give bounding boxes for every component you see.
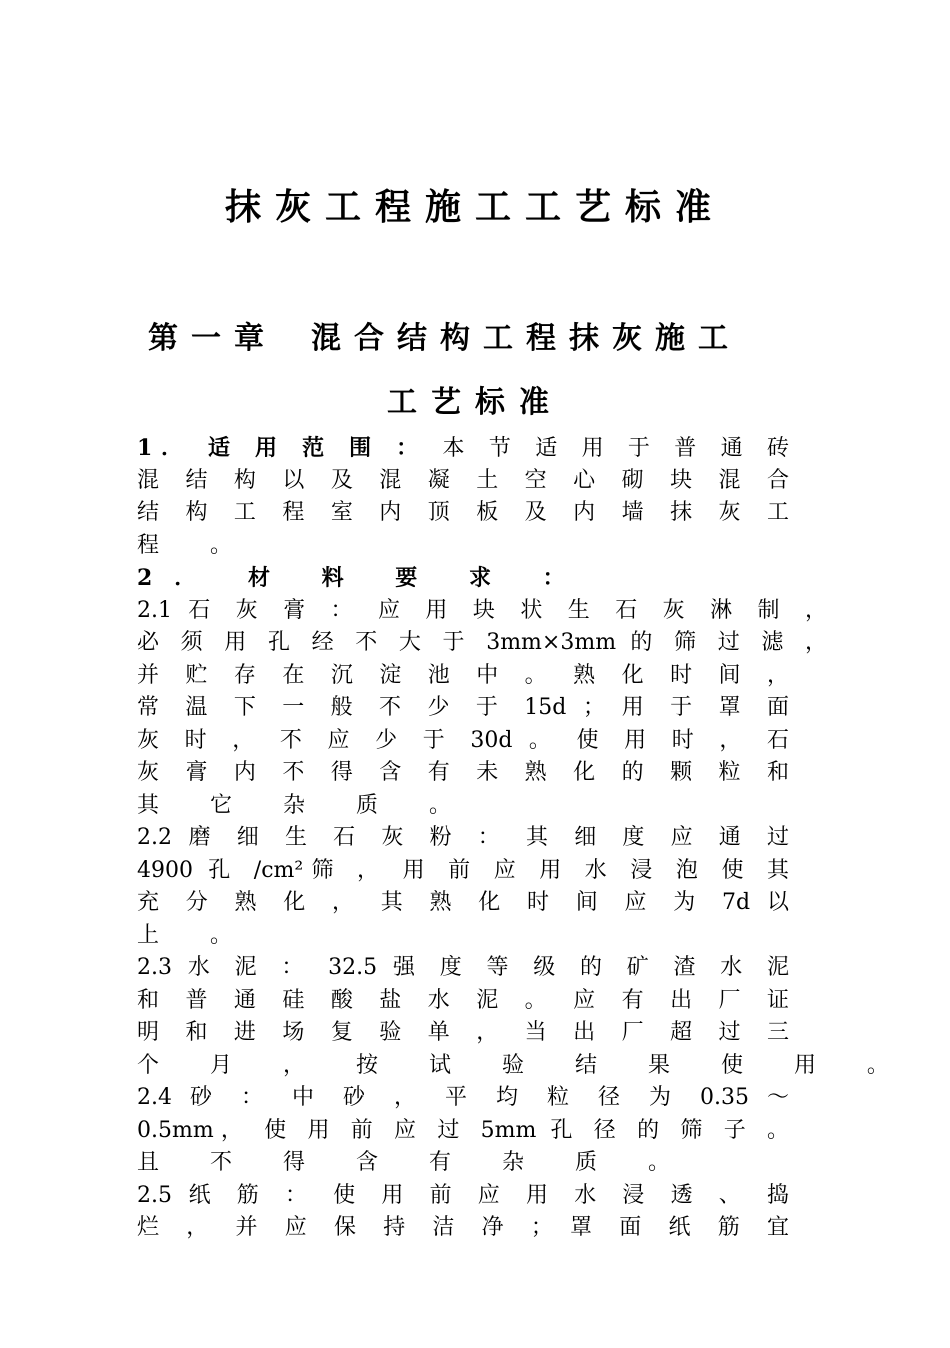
chapter-label: 第一章 <box>148 321 277 356</box>
text-line: 个 月 ， 按 试 验 结 果 使 用 。 <box>137 1052 911 1078</box>
text-line: 混 结 构 以 及 混 凝 土 空 心 砌 块 混 合 <box>137 467 789 493</box>
text-line: 0.5mm， 使 用 前 应 过 5mm 孔 径 的 筛 子 。 <box>137 1117 789 1143</box>
document-title: 抹灰工程施工工艺标准 <box>224 186 725 228</box>
text-line: 灰 膏 内 不 得 含 有 未 熟 化 的 颗 粒 和 <box>137 760 789 785</box>
text-line: 明 和 进 场 复 验 单 ， 当 出 厂 超 过 三 <box>137 1020 789 1045</box>
text-line: 灰 时 ， 不 应 少 于 30d 。 使 用 时 ， 石 <box>137 727 789 753</box>
chapter-heading-line-1 <box>148 317 808 361</box>
text-line: 必 须 用 孔 经 不 大 于 3mm×3mm 的 筛 过 滤 ， <box>137 630 827 655</box>
text-line: 且 不 得 含 有 杂 质 。 <box>137 1150 692 1175</box>
text-line: 烂 ， 并 应 保 持 洁 净 ； 罩 面 纸 筋 宜 <box>137 1215 789 1240</box>
text-line: 2.4 砂 ： 中 砂 ， 平 均 粒 径 为 0.35 ～ <box>137 1085 789 1110</box>
section-heading: 2． 材 料 要 求 ： <box>137 565 587 591</box>
text-line: 常 温 下 一 般 不 少 于 15d ； 用 于 罩 面 <box>137 695 789 720</box>
text-line: 2.2 磨 细 生 石 灰 粉 ： 其 细 度 应 通 过 <box>137 825 789 850</box>
chapter-heading-line-2: 工艺标准 <box>387 385 563 420</box>
text-line: 4900 孔 /cm²筛 ， 用 前 应 用 水 浸 泡 使 其 <box>137 857 789 883</box>
text-line: 充 分 熟 化 ， 其 熟 化 时 间 应 为 7d 以 <box>137 890 789 915</box>
text-line: 其 它 杂 质 。 <box>137 792 473 818</box>
chapter-title-part-1: 混合结构工程抹灰施工 <box>311 321 741 356</box>
text-line: 1． 适 用 范 围 ： 本 节 适 用 于 普 通 砖 <box>137 435 790 461</box>
text-line: 2.1 石 灰 膏 ： 应 用 块 状 生 石 灰 淋 制 ， <box>137 597 827 623</box>
text-line: 2.3 水 泥 ： 32.5 强 度 等 级 的 矿 渣 水 泥 <box>137 955 789 980</box>
text-line: 结 构 工 程 室 内 顶 板 及 内 墙 抹 灰 工 <box>137 500 789 525</box>
text-line: 上 。 <box>137 922 254 948</box>
text-line: 程 。 <box>137 532 254 558</box>
text-line: 和 普 通 硅 酸 盐 水 泥 。 应 有 出 厂 证 <box>137 987 789 1013</box>
text-line: 并 贮 存 在 沉 淀 池 中 。 熟 化 时 间 ， <box>137 662 789 688</box>
text-line: 2.5 纸 筋 ： 使 用 前 应 用 水 浸 透 、 捣 <box>137 1182 789 1208</box>
body-text <box>137 432 911 1245</box>
